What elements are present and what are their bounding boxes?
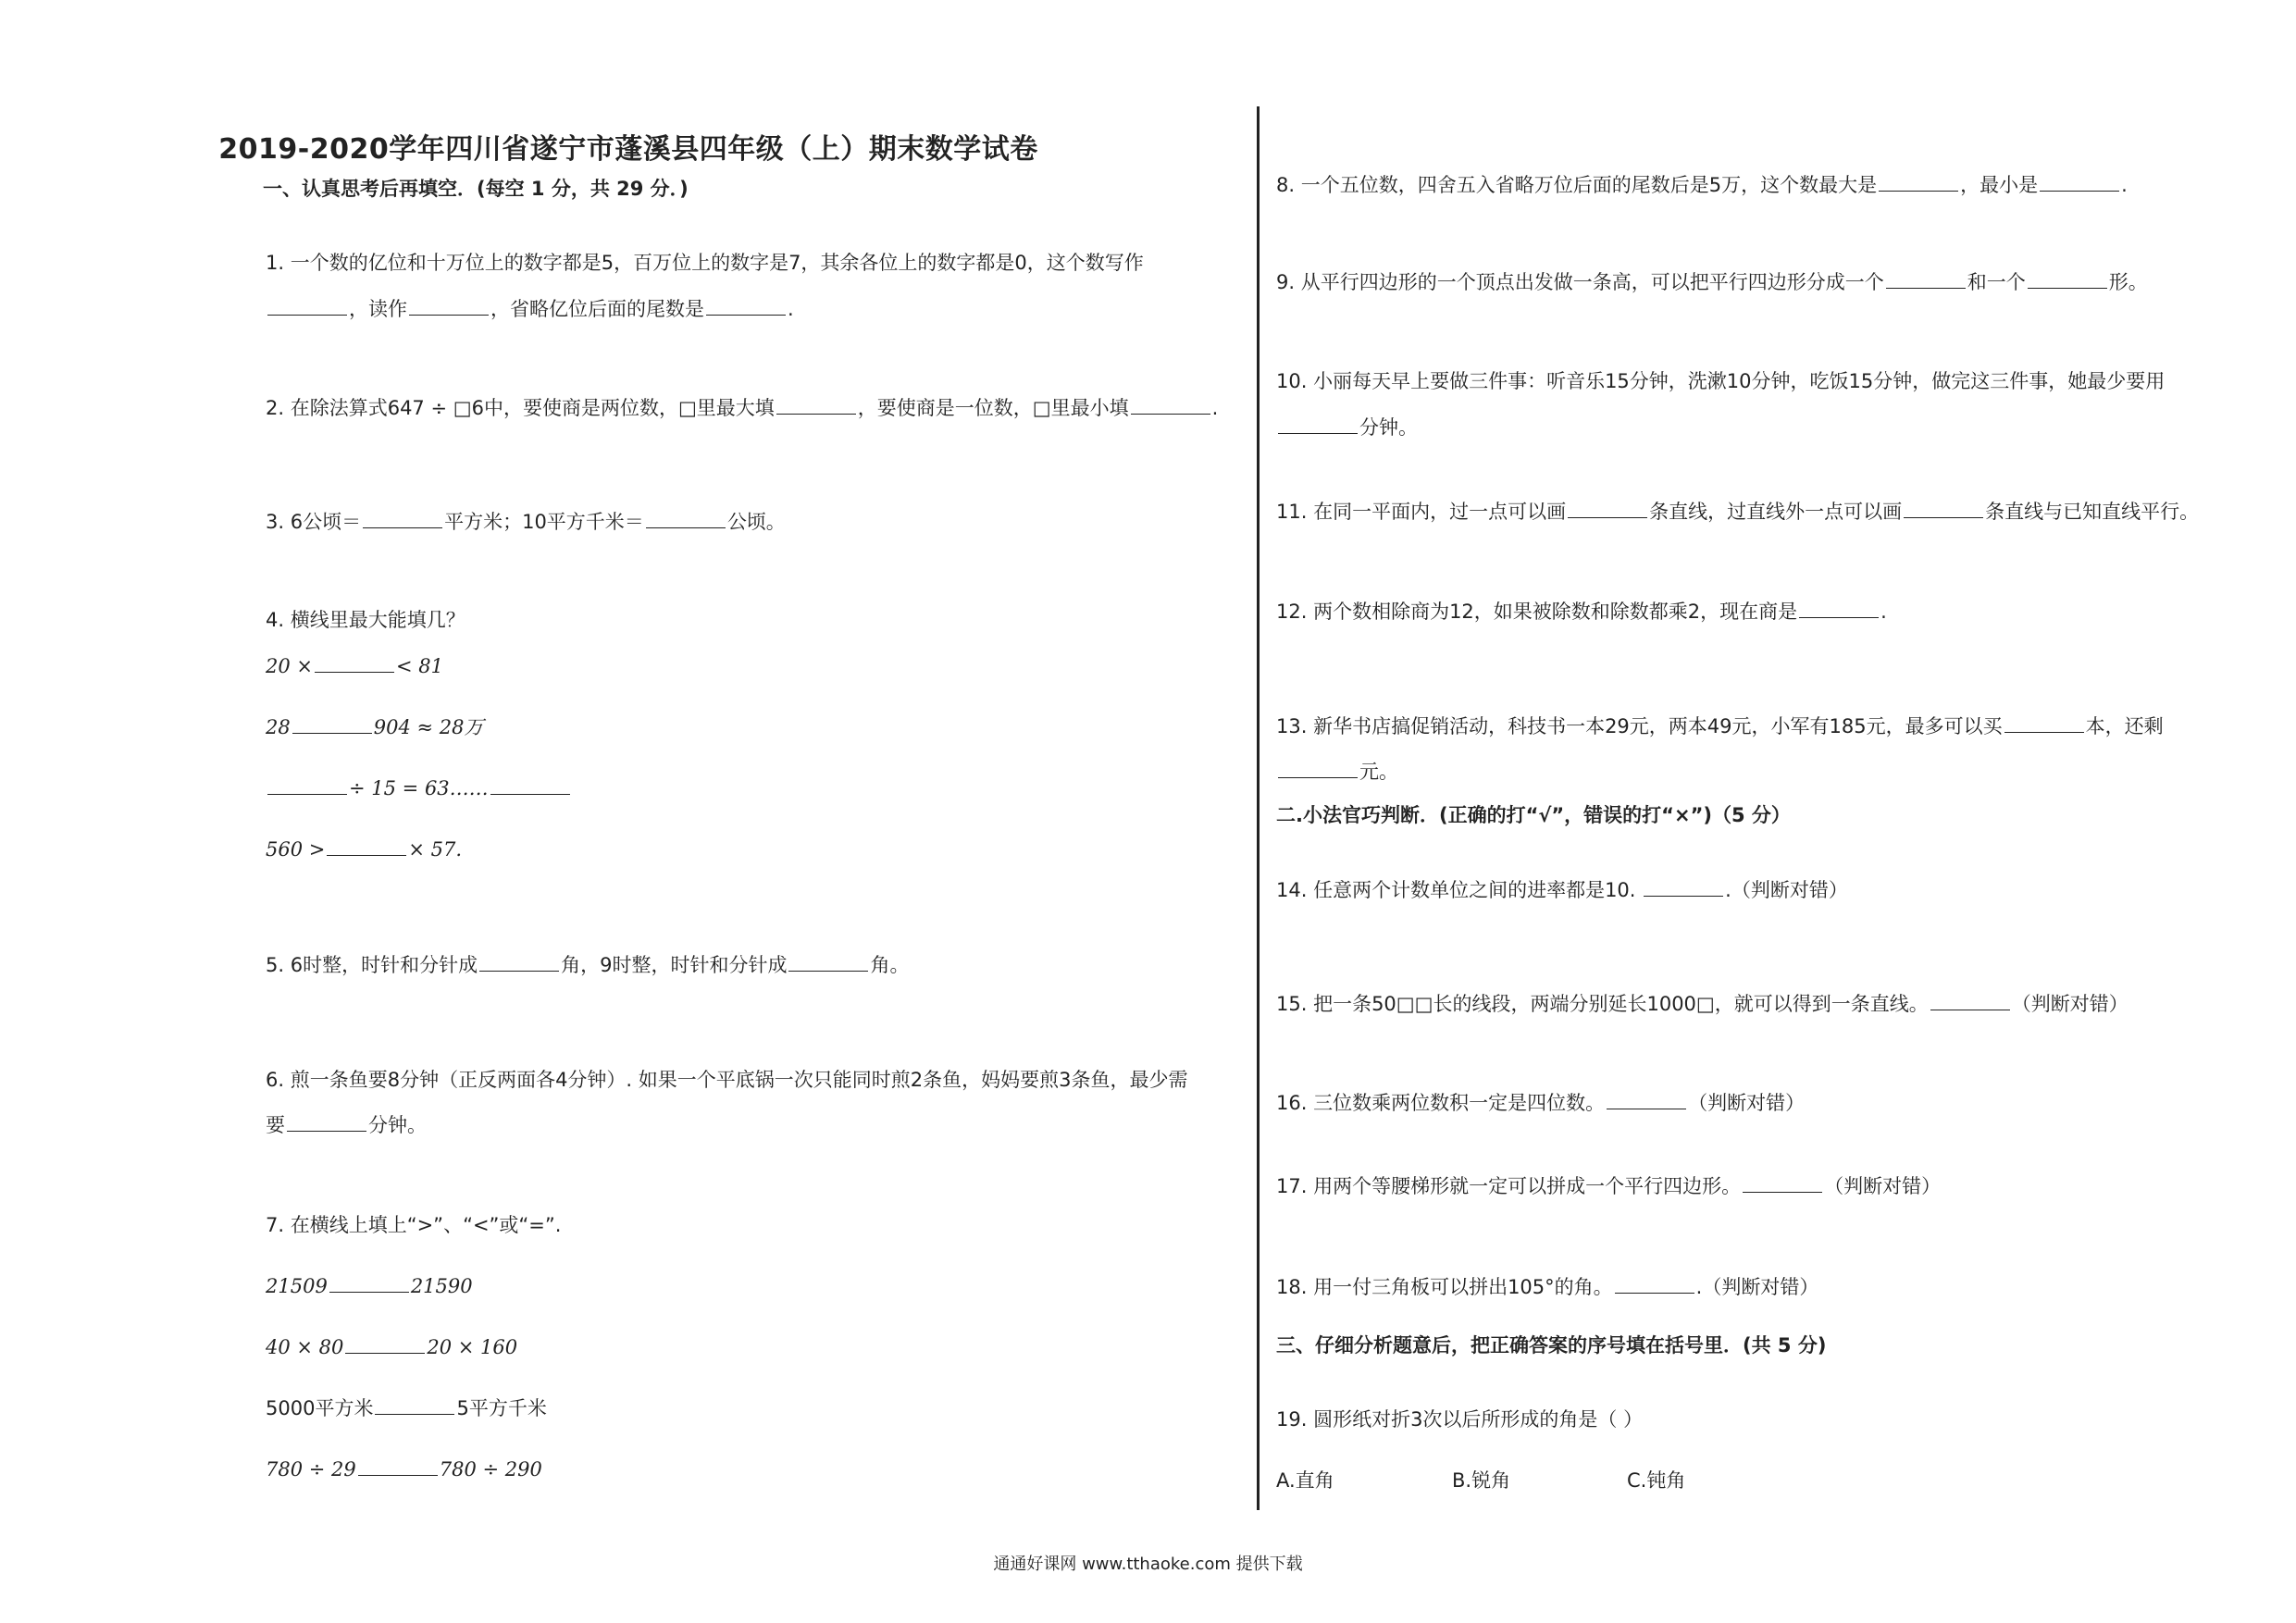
q7-row2: 40 × 80 20 × 160 bbox=[266, 1336, 518, 1358]
q4-row1: 20 × < 81 bbox=[266, 655, 443, 677]
answer-blank[interactable] bbox=[2004, 713, 2084, 733]
answer-blank[interactable] bbox=[2040, 172, 2119, 192]
section-3-heading: 三、仔细分析题意后，把正确答案的序号填在括号里．(共 5 分) bbox=[1276, 1334, 1827, 1357]
answer-blank[interactable] bbox=[375, 1395, 454, 1415]
answer-blank[interactable] bbox=[1644, 877, 1723, 897]
answer-blank[interactable] bbox=[267, 296, 347, 316]
answer-blank[interactable] bbox=[292, 714, 372, 734]
choice-c[interactable]: C.钝角 bbox=[1627, 1469, 1686, 1492]
page-title: 2019-2020学年四川省遂宁市蓬溪县四年级（上）期末数学试卷 bbox=[218, 133, 1038, 166]
q4-row2: 28 904 ≈ 28万 bbox=[266, 716, 484, 738]
q17-line: 17. 用两个等腰梯形就一定可以拼成一个平行四边形。 （判断对错） bbox=[1276, 1175, 1942, 1197]
q1-line2: ，读作 ，省略亿位后面的尾数是 . bbox=[266, 296, 794, 322]
q13-line1: 13. 新华书店搞促销活动，科技书一本29元，两本49元，小军有185元，最多可以买 本，还剩 bbox=[1276, 715, 2164, 737]
q6-line2: 要 分钟。 bbox=[266, 1114, 427, 1136]
q10-line2: 分钟。 bbox=[1276, 415, 1418, 440]
answer-blank[interactable] bbox=[363, 509, 442, 528]
answer-blank[interactable] bbox=[358, 1456, 438, 1476]
answer-blank[interactable] bbox=[345, 1334, 425, 1354]
q16-line: 16. 三位数乘两位数积一定是四位数。 （判断对错） bbox=[1276, 1092, 1806, 1114]
q6-line1: 6. 煎一条鱼要8分钟（正反两面各4分钟）. 如果一个平底锅一次只能同时煎2条鱼，妈妈要煎3条鱼，最少需 bbox=[266, 1069, 1188, 1091]
section-1-heading: 一、认真思考后再填空．(每空 1 分，共 29 分．) bbox=[263, 178, 689, 200]
answer-blank[interactable] bbox=[329, 1273, 409, 1293]
answer-blank[interactable] bbox=[706, 296, 786, 316]
answer-blank[interactable] bbox=[479, 952, 559, 972]
choice-b[interactable]: B.锐角 bbox=[1452, 1469, 1511, 1492]
q14-line: 14. 任意两个计数单位之间的进率都是10. .（判断对错） bbox=[1276, 879, 1848, 901]
q9-line: 9. 从平行四边形的一个顶点出发做一条高，可以把平行四边形分成一个 和一个 形。 bbox=[1276, 271, 2148, 293]
answer-blank[interactable] bbox=[1930, 991, 2010, 1010]
answer-blank[interactable] bbox=[490, 775, 570, 795]
q7-stem: 7. 在横线上填上“>”、“<”或“=”. bbox=[266, 1214, 562, 1236]
q4-row3: ÷ 15 = 63…… bbox=[266, 775, 572, 801]
answer-blank[interactable] bbox=[1607, 1090, 1686, 1109]
answer-blank[interactable] bbox=[315, 653, 394, 673]
q18-line: 18. 用一付三角板可以拼出105°的角。 .（判断对错） bbox=[1276, 1276, 1819, 1298]
answer-blank[interactable] bbox=[287, 1112, 366, 1132]
answer-blank[interactable] bbox=[1799, 599, 1879, 618]
q1-line1: 1. 一个数的亿位和十万位上的数字都是5，百万位上的数字是7，其余各位上的数字都是0，这个数写作 bbox=[266, 252, 1144, 274]
answer-blank[interactable] bbox=[2028, 269, 2107, 289]
q15-line: 15. 把一条50□□长的线段，两端分别延长1000□，就可以得到一条直线。 （判断对错） bbox=[1276, 993, 2128, 1015]
q7-row1: 21509 21590 bbox=[266, 1275, 473, 1297]
answer-blank[interactable] bbox=[788, 952, 868, 972]
answer-blank[interactable] bbox=[1278, 415, 1358, 434]
q4-stem: 4. 横线里最大能填几？ bbox=[266, 609, 465, 631]
q8-line: 8. 一个五位数，四舍五入省略万位后面的尾数后是5万，这个数最大是 ，最小是 . bbox=[1276, 174, 2128, 196]
q5-line: 5. 6时整，时针和分针成 角，9时整，时针和分针成 角。 bbox=[266, 954, 910, 976]
answer-blank[interactable] bbox=[1886, 269, 1966, 289]
answer-blank[interactable] bbox=[1568, 499, 1647, 518]
footer-credit: 通通好课网 www.tthaoke.com 提供下载 bbox=[993, 1555, 1303, 1574]
answer-blank[interactable] bbox=[1278, 759, 1358, 778]
q7-row3: 5000平方米 5平方千米 bbox=[266, 1397, 547, 1419]
q10-line1: 10. 小丽每天早上要做三件事：听音乐15分钟，洗漱10分钟，吃饭15分钟，做完这三件事，她最少要用 bbox=[1276, 370, 2166, 392]
answer-blank[interactable] bbox=[1879, 172, 1958, 192]
q12-line: 12. 两个数相除商为12，如果被除数和除数都乘2，现在商是 . bbox=[1276, 601, 1887, 623]
column-divider bbox=[1257, 106, 1260, 1510]
answer-blank[interactable] bbox=[409, 296, 489, 316]
q13-line2: 元。 bbox=[1276, 759, 1398, 785]
q4-row4: 560 > × 57. bbox=[266, 838, 463, 861]
answer-blank[interactable] bbox=[1743, 1173, 1822, 1193]
q19-stem: 19. 圆形纸对折3次以后所形成的角是（ ） bbox=[1276, 1408, 1644, 1431]
answer-blank[interactable] bbox=[327, 836, 406, 856]
answer-blank[interactable] bbox=[646, 509, 726, 528]
answer-blank[interactable] bbox=[1904, 499, 1983, 518]
choice-a[interactable]: A.直角 bbox=[1276, 1469, 1334, 1492]
q2-line: 2. 在除法算式647 ÷ □6中，要使商是两位数，□里最大填 ，要使商是一位数，□里最小填 . bbox=[266, 397, 1219, 419]
q7-row4: 780 ÷ 29 780 ÷ 290 bbox=[266, 1458, 542, 1481]
answer-blank[interactable] bbox=[776, 395, 856, 415]
section-2-heading: 二.小法官巧判断．(正确的打“√”，错误的打“×”)（5 分） bbox=[1276, 804, 1791, 826]
q11-line: 11. 在同一平面内，过一点可以画 条直线，过直线外一点可以画 条直线与已知直线平行。 bbox=[1276, 501, 2200, 523]
q3-line: 3. 6公顷＝ 平方米；10平方千米＝ 公顷。 bbox=[266, 511, 786, 533]
answer-blank[interactable] bbox=[1615, 1274, 1694, 1294]
answer-blank[interactable] bbox=[1131, 395, 1210, 415]
answer-blank[interactable] bbox=[267, 775, 347, 795]
